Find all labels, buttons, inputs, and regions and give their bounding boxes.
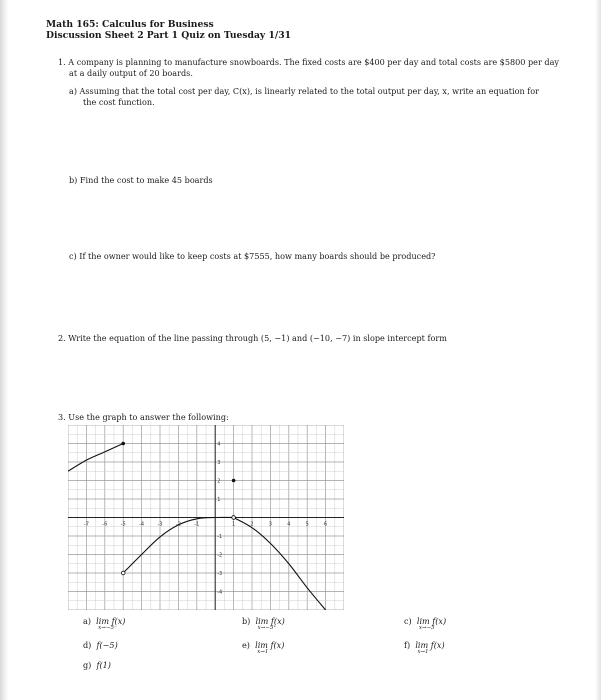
part-f-subscript: x→1⁻ [417, 649, 432, 655]
y-tick-label: -4 [217, 589, 223, 596]
q1-part-b: b) Find the cost to make 45 boards [69, 175, 213, 185]
part-g-label: g) [83, 660, 92, 670]
x-tick-label: -5 [120, 521, 126, 528]
q3-part-d [83, 640, 118, 650]
x-tick-label: -6 [102, 521, 108, 528]
part-d-expression: f(−5) [96, 640, 118, 650]
part-d-label: d) [83, 640, 92, 650]
y-tick-label: 4 [217, 441, 221, 448]
y-tick-label: 2 [217, 478, 221, 485]
q1-part-a-line2: the cost function. [83, 97, 155, 107]
part-f-expression: lim f(x) [415, 640, 445, 650]
y-tick-label: 3 [217, 460, 221, 466]
part-e-subscript: x→1 [257, 649, 269, 655]
part-g-expression: f(1) [96, 660, 111, 670]
q3-part-g [83, 660, 111, 670]
part-f-label: f) [404, 640, 411, 650]
q3-part-a [83, 616, 125, 632]
part-b-subscript: x→−5⁺ [257, 625, 277, 631]
sheet-subtitle: Discussion Sheet 2 Part 1 Quiz on Tuesday 1/31 [46, 30, 292, 41]
part-b-expression: lim f(x) [255, 616, 285, 626]
x-tick-label: -2 [175, 521, 181, 528]
open-point [232, 516, 236, 520]
x-tick-label: 3 [268, 521, 272, 528]
x-tick-label: 1 [232, 521, 236, 528]
y-tick-label: 1 [217, 497, 221, 503]
q1-part-c: c) If the owner would like to keep costs at $7555, how many boards should be produced? [69, 251, 436, 261]
x-tick-label: 2 [250, 521, 254, 528]
x-tick-label: 6 [324, 521, 328, 528]
y-tick-label: -2 [217, 552, 223, 559]
y-tick-label: -1 [217, 534, 223, 540]
part-a-label: a) [83, 616, 91, 626]
q1-stem-line1: 1. A company is planning to manufacture snowboards. The fixed costs are $400 per day and total costs are $5800 per day [58, 57, 559, 67]
x-tick-label: 5 [305, 521, 309, 528]
page-shadow-left [0, 0, 9, 700]
q1-part-a-line1: a) Assuming that the total cost per day, C(x), is linearly related to the total output per day, x, write an equation for [69, 86, 539, 96]
q3-part-f [404, 640, 445, 656]
part-c-expression: lim f(x) [416, 616, 447, 626]
part-c-subscript: x→−5 [418, 625, 435, 631]
q3-part-c [404, 616, 446, 632]
x-tick-label: -7 [83, 521, 89, 528]
q3-part-e [242, 640, 284, 656]
closed-point [121, 442, 125, 446]
part-c-label: c) [404, 616, 412, 626]
isolated-point [232, 479, 236, 483]
part-e-label: e) [242, 640, 250, 650]
part-e-expression: lim f(x) [255, 640, 285, 650]
x-tick-label: 4 [287, 521, 291, 528]
x-tick-label: -4 [139, 521, 145, 528]
q1-stem-line2: at a daily output of 20 boards. [69, 68, 193, 78]
x-tick-label: -1 [194, 521, 200, 528]
part-a-expression: lim f(x) [96, 616, 126, 626]
part-a-subscript: x→−5⁻ [98, 625, 117, 631]
open-point [121, 571, 125, 575]
q2-text: 2. Write the equation of the line passing through (5, −1) and (−10, −7) in slope intercept form [58, 333, 447, 343]
part-b-label: b) [242, 616, 251, 626]
q3-text: 3. Use the graph to answer the following: [58, 412, 229, 422]
page-shadow-right [595, 0, 601, 700]
x-tick-label: -3 [157, 521, 163, 528]
y-tick-label: -3 [217, 571, 223, 577]
function-graph [68, 425, 344, 610]
course-title: Math 165: Calculus for Business [46, 19, 214, 30]
q3-part-b [242, 616, 285, 632]
